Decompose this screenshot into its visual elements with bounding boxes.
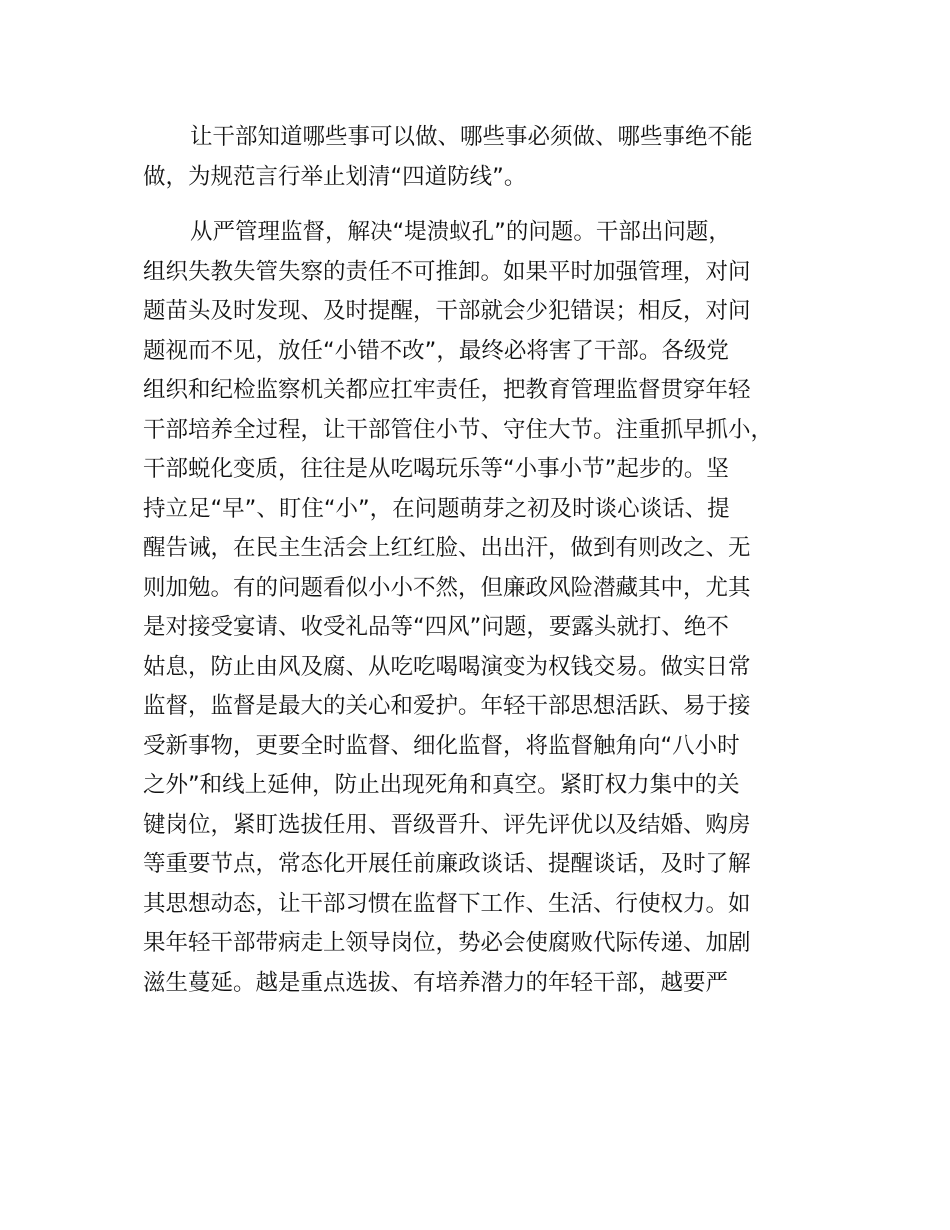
text-line: 醒告诫，在民主生活会上红红脸、出出汗，做到有则改之、无 xyxy=(143,535,751,561)
text-line: 监督，监督是最大的关心和爱护。年轻干部思想活跃、易于接 xyxy=(143,693,751,719)
text-line: 受新事物，更要全时监督、细化监督，将监督触角向“八小时 xyxy=(143,732,740,759)
text-line: 其思想动态，让干部习惯在监督下工作、生活、行使权力。如 xyxy=(143,890,751,917)
text-line: 让干部知道哪些事可以做、哪些事必须做、哪些事绝不能 xyxy=(190,124,753,150)
text-line: 干部蜕化变质，往往是从吃喝玩乐等“小事小节”起步的。坚 xyxy=(143,456,729,482)
text-line: 等重要节点，常态化开展任前廉政谈话、提醒谈话，及时了解 xyxy=(143,851,751,877)
text-line: 组织和纪检监察机关都应扛牢责任，把教育管理监督贯穿年轻 xyxy=(143,377,751,403)
text-line: 做，为规范言行举止划清“四道防线”。 xyxy=(143,163,527,190)
text-line: 干部培养全过程，让干部管住小节、守住大节。注重抓早抓小， xyxy=(143,416,774,443)
paragraph-1 xyxy=(143,118,813,197)
text-line: 是对接受宴请、收受礼品等“四风”问题，要露头就打、绝不 xyxy=(143,614,729,640)
text-line: 题视而不见，放任“小错不改”，最终必将害了干部。各级党 xyxy=(143,337,729,364)
text-line: 之外”和线上延伸，防止出现死角和真空。紧盯权力集中的关 xyxy=(143,772,740,798)
text-line: 姑息，防止由风及腐、从吃吃喝喝演变为权钱交易。做实日常 xyxy=(143,653,751,680)
text-line: 滋生蔓延。越是重点选拔、有培养潜力的年轻干部，越要严 xyxy=(143,969,729,996)
text-line: 题苗头及时发现、及时提醒，干部就会少犯错误；相反，对问 xyxy=(143,298,751,324)
text-line: 则加勉。有的问题看似小小不然，但廉政风险潜藏其中，尤其 xyxy=(143,574,751,601)
text-line: 从严管理监督，解决“堤溃蚁孔”的问题。干部出问题， xyxy=(190,219,731,245)
text-line: 键岗位，紧盯选拔任用、晋级晋升、评先评优以及结婚、购房 xyxy=(143,811,751,838)
text-line: 组织失教失管失察的责任不可推卸。如果平时加强管理，对问 xyxy=(143,258,751,285)
text-line: 持立足“早”、盯住“小”，在问题萌芽之初及时谈心谈话、提 xyxy=(143,495,730,522)
text-line: 果年轻干部带病走上领导岗位，势必会使腐败代际传递、加剧 xyxy=(143,930,751,956)
document-page xyxy=(143,118,813,1003)
paragraph-2 xyxy=(143,213,813,1003)
